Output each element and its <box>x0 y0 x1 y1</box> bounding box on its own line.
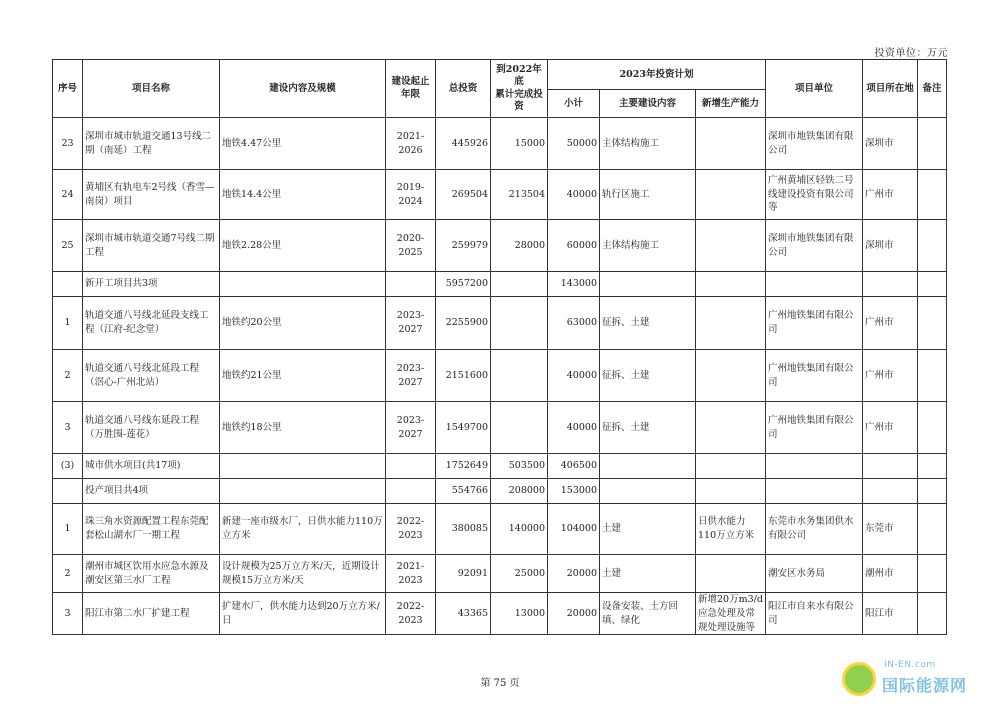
cell-total: 2151600 <box>436 350 491 402</box>
cell-content: 地铁约21公里 <box>220 350 386 402</box>
cell-name: 投产项目共4项 <box>83 479 220 504</box>
cell-capacity <box>696 170 766 220</box>
cell-remark <box>918 297 947 350</box>
header-plan-group: 2023年投资计划 <box>548 60 766 90</box>
cell-plan: 征拆、土建 <box>600 402 696 454</box>
cell-seq: 3 <box>53 402 83 454</box>
table-row <box>53 220 947 272</box>
cell-total: 269504 <box>436 170 491 220</box>
cell-plan: 土建 <box>600 555 696 593</box>
cell-years: 2023-2027 <box>386 297 436 350</box>
cell-unit: 潮安区水务局 <box>766 555 863 593</box>
table-row <box>53 504 947 555</box>
cell-seq: 2 <box>53 555 83 593</box>
cell-location <box>863 454 918 479</box>
cell-name: 轨道交通八号线北延段工程（滘心-广州北站） <box>83 350 220 402</box>
cell-plan <box>600 272 696 297</box>
header-seq: 序号 <box>53 60 83 118</box>
cell-unit <box>766 272 863 297</box>
cell-plan <box>600 479 696 504</box>
cell-total: 259979 <box>436 220 491 272</box>
cell-years <box>386 454 436 479</box>
header-total: 总投资 <box>436 60 491 118</box>
cell-seq <box>53 479 83 504</box>
cell-remark <box>918 272 947 297</box>
cell-years: 2019-2024 <box>386 170 436 220</box>
cell-subtotal: 20000 <box>548 555 600 593</box>
cell-subtotal: 40000 <box>548 402 600 454</box>
cell-unit: 阳江市自来水有限公司 <box>766 593 863 635</box>
cell-remark <box>918 402 947 454</box>
cell-subtotal: 20000 <box>548 593 600 635</box>
cell-subtotal: 50000 <box>548 118 600 170</box>
cell-capacity <box>696 350 766 402</box>
cell-plan: 征拆、土建 <box>600 350 696 402</box>
cell-seq: 1 <box>53 297 83 350</box>
cell-seq: 1 <box>53 504 83 555</box>
cell-total: 5957200 <box>436 272 491 297</box>
cell-location: 广州市 <box>863 402 918 454</box>
cell-remark <box>918 454 947 479</box>
cell-name: 城市供水项目(共17项) <box>83 454 220 479</box>
cell-done: 140000 <box>491 504 548 555</box>
cell-capacity <box>696 555 766 593</box>
header-content: 建设内容及规模 <box>220 60 386 118</box>
table-row <box>53 297 947 350</box>
cell-seq: 2 <box>53 350 83 402</box>
header-plan-content: 主要建设内容 <box>600 90 696 118</box>
cell-done: 15000 <box>491 118 548 170</box>
cell-total: 380085 <box>436 504 491 555</box>
table-row <box>53 555 947 593</box>
cell-years: 2021-2026 <box>386 118 436 170</box>
watermark-site: IN-EN.com <box>884 660 936 670</box>
cell-name: 轨道交通八号线东延段工程（万胜围-莲花） <box>83 402 220 454</box>
cell-years: 2023-2027 <box>386 350 436 402</box>
cell-subtotal: 104000 <box>548 504 600 555</box>
cell-remark <box>918 593 947 635</box>
sun-logo-icon <box>842 662 876 696</box>
cell-plan: 主体结构施工 <box>600 220 696 272</box>
header-name: 项目名称 <box>83 60 220 118</box>
cell-subtotal: 40000 <box>548 170 600 220</box>
table-row <box>53 118 947 170</box>
cell-capacity <box>696 220 766 272</box>
cell-capacity <box>696 118 766 170</box>
cell-total: 2255900 <box>436 297 491 350</box>
cell-plan <box>600 454 696 479</box>
cell-capacity <box>696 272 766 297</box>
cell-seq: 3 <box>53 593 83 635</box>
table-row <box>53 479 947 504</box>
table-row <box>53 593 947 635</box>
cell-content: 设计规模为25万立方米/天，近期设计规模15万立方米/天 <box>220 555 386 593</box>
cell-remark <box>918 350 947 402</box>
cell-done: 208000 <box>491 479 548 504</box>
cell-name: 新开工项目共3项 <box>83 272 220 297</box>
unit-note: 投资单位：万元 <box>874 48 948 59</box>
table-row <box>53 170 947 220</box>
cell-years <box>386 479 436 504</box>
cell-name: 潮州市城区饮用水应急水源及潮安区第三水厂工程 <box>83 555 220 593</box>
cell-subtotal: 153000 <box>548 479 600 504</box>
cell-content: 地铁约20公里 <box>220 297 386 350</box>
investment-table <box>52 59 947 635</box>
header-done: 到2022年底 累计完成投 资 <box>491 60 548 118</box>
cell-name: 阳江市第二水厂扩建工程 <box>83 593 220 635</box>
cell-years: 2021-2023 <box>386 555 436 593</box>
cell-remark <box>918 170 947 220</box>
cell-name: 深圳市城市轨道交通7号线二期工程 <box>83 220 220 272</box>
cell-seq: (3) <box>53 454 83 479</box>
cell-unit <box>766 479 863 504</box>
cell-content <box>220 272 386 297</box>
header-unit: 项目单位 <box>766 60 863 118</box>
header-capacity: 新增生产能力 <box>696 90 766 118</box>
cell-remark <box>918 555 947 593</box>
cell-done: 13000 <box>491 593 548 635</box>
cell-done <box>491 350 548 402</box>
cell-plan: 土建 <box>600 504 696 555</box>
cell-location: 广州市 <box>863 297 918 350</box>
cell-total: 1549700 <box>436 402 491 454</box>
cell-content <box>220 454 386 479</box>
cell-plan: 设备安装、土方回填、绿化 <box>600 593 696 635</box>
table-row <box>53 402 947 454</box>
header-remark: 备注 <box>918 60 947 118</box>
cell-unit <box>766 454 863 479</box>
header-years: 建设起止 年限 <box>386 60 436 118</box>
header-subtotal: 小计 <box>548 90 600 118</box>
cell-done <box>491 297 548 350</box>
cell-years: 2022-2023 <box>386 593 436 635</box>
cell-years <box>386 272 436 297</box>
cell-content: 扩建水厂，供水能力达到20万立方米/日 <box>220 593 386 635</box>
cell-capacity: 日供水能力110万立方米 <box>696 504 766 555</box>
cell-remark <box>918 479 947 504</box>
cell-subtotal: 406500 <box>548 454 600 479</box>
cell-plan: 征拆、土建 <box>600 297 696 350</box>
cell-content <box>220 479 386 504</box>
cell-unit: 广州地铁集团有限公司 <box>766 402 863 454</box>
cell-location: 东莞市 <box>863 504 918 555</box>
cell-name: 黄埔区有轨电车2号线（香雪—南岗）项目 <box>83 170 220 220</box>
cell-unit: 深圳市地铁集团有限公司 <box>766 220 863 272</box>
cell-unit: 广州地铁集团有限公司 <box>766 350 863 402</box>
watermark-brand: 国际能源网 <box>882 676 968 695</box>
cell-plan: 主体结构施工 <box>600 118 696 170</box>
table-row <box>53 454 947 479</box>
cell-unit: 深圳市地铁集团有限公司 <box>766 118 863 170</box>
cell-content: 地铁4.47公里 <box>220 118 386 170</box>
page-number: 第 75 页 <box>480 678 520 689</box>
cell-total: 92091 <box>436 555 491 593</box>
cell-subtotal: 63000 <box>548 297 600 350</box>
cell-subtotal: 143000 <box>548 272 600 297</box>
watermark-logo <box>838 656 998 704</box>
cell-remark <box>918 504 947 555</box>
cell-content: 新建一座市级水厂，日供水能力110万立方米 <box>220 504 386 555</box>
cell-done <box>491 272 548 297</box>
cell-unit: 东莞市水务集团供水有限公司 <box>766 504 863 555</box>
cell-capacity: 新增20万m3/d应急处理及常规处理设施等 <box>696 593 766 635</box>
cell-capacity <box>696 297 766 350</box>
cell-total: 1752649 <box>436 454 491 479</box>
cell-seq: 24 <box>53 170 83 220</box>
cell-seq: 25 <box>53 220 83 272</box>
cell-name: 轨道交通八号线北延段支线工程（江府-纪念堂） <box>83 297 220 350</box>
table-row <box>53 350 947 402</box>
cell-location: 广州市 <box>863 350 918 402</box>
cell-unit: 广州地铁集团有限公司 <box>766 297 863 350</box>
cell-content: 地铁2.28公里 <box>220 220 386 272</box>
cell-location: 广州市 <box>863 170 918 220</box>
cell-done <box>491 402 548 454</box>
cell-capacity <box>696 479 766 504</box>
cell-subtotal: 40000 <box>548 350 600 402</box>
cell-seq: 23 <box>53 118 83 170</box>
cell-done: 28000 <box>491 220 548 272</box>
cell-remark <box>918 118 947 170</box>
cell-location <box>863 479 918 504</box>
header-location: 项目所在地 <box>863 60 918 118</box>
cell-location: 深圳市 <box>863 118 918 170</box>
cell-location: 深圳市 <box>863 220 918 272</box>
cell-capacity <box>696 402 766 454</box>
cell-content: 地铁14.4公里 <box>220 170 386 220</box>
cell-name: 珠三角水资源配置工程东莞配套松山湖水厂一期工程 <box>83 504 220 555</box>
cell-done: 503500 <box>491 454 548 479</box>
cell-total: 554766 <box>436 479 491 504</box>
cell-years: 2023-2027 <box>386 402 436 454</box>
cell-seq <box>53 272 83 297</box>
cell-subtotal: 60000 <box>548 220 600 272</box>
cell-total: 43365 <box>436 593 491 635</box>
cell-unit: 广州黄埔区轻铁二号线建设投资有限公司等 <box>766 170 863 220</box>
cell-location: 潮州市 <box>863 555 918 593</box>
cell-location <box>863 272 918 297</box>
cell-done: 213504 <box>491 170 548 220</box>
cell-remark <box>918 220 947 272</box>
cell-plan: 轨行区施工 <box>600 170 696 220</box>
table-row <box>53 272 947 297</box>
cell-years: 2020-2025 <box>386 220 436 272</box>
cell-total: 445926 <box>436 118 491 170</box>
cell-location: 阳江市 <box>863 593 918 635</box>
cell-content: 地铁约18公里 <box>220 402 386 454</box>
cell-capacity <box>696 454 766 479</box>
cell-name: 深圳市城市轨道交通13号线二期（南延）工程 <box>83 118 220 170</box>
cell-years: 2022-2023 <box>386 504 436 555</box>
cell-done: 25000 <box>491 555 548 593</box>
